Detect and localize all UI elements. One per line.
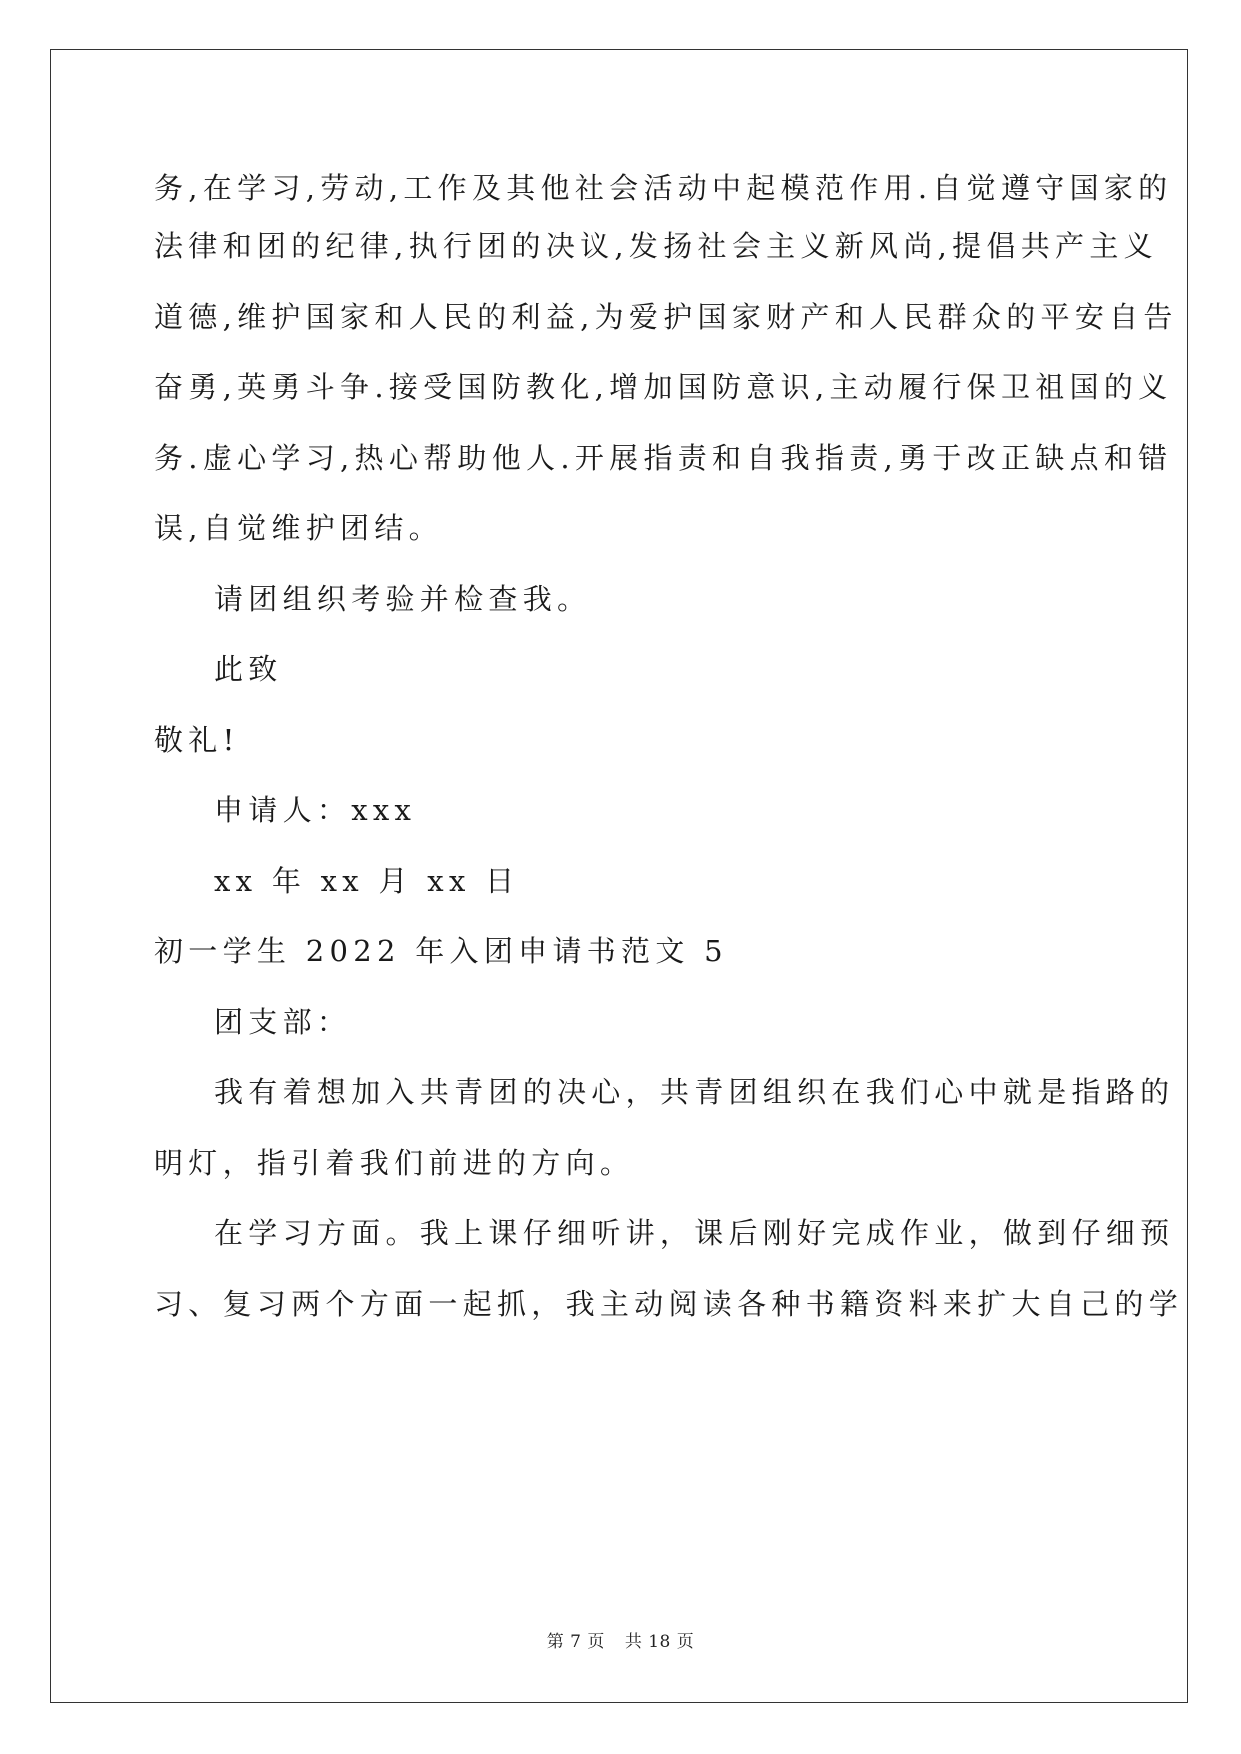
body-text-line: 务,在学习,劳动,工作及其他社会活动中起模范作用.自觉遵守国家的 xyxy=(154,171,1173,205)
body-text-line: 法律和团的纪律,执行团的决议,发扬社会主义新风尚,提倡共产主义 xyxy=(154,229,1158,263)
body-text-line: 道德,维护国家和人民的利益,为爱护国家财产和人民群众的平安自告 xyxy=(154,300,1178,334)
letter-recipient: 团支部： xyxy=(214,1005,352,1039)
closing-regards: 敬礼! xyxy=(154,723,240,757)
body-text-line: 在学习方面。我上课仔细听讲，课后刚好完成作业，做到仔细预 xyxy=(214,1216,1175,1250)
closing-salutation: 此致 xyxy=(214,652,283,686)
page-number: 第 7 页 xyxy=(546,1632,605,1652)
signature-date: xx 年 xx 月 xx 日 xyxy=(214,864,520,898)
body-text-line: 我有着想加入共青团的决心，共青团组织在我们心中就是指路的 xyxy=(214,1075,1175,1109)
body-text-line: 习、复习两个方面一起抓，我主动阅读各种书籍资料来扩大自己的学 xyxy=(154,1287,1184,1321)
body-text-line: 务.虚心学习,热心帮助他人.开展指责和自我指责,勇于改正缺点和错 xyxy=(154,441,1173,475)
body-text-line: 误,自觉维护团结。 xyxy=(154,511,443,545)
applicant-signature: 申请人：xxx xyxy=(214,793,417,827)
page-total: 共 18 页 xyxy=(624,1632,695,1652)
body-text-line: 奋勇,英勇斗争.接受国防教化,增加国防意识,主动履行保卫祖国的义 xyxy=(154,370,1173,404)
page-footer xyxy=(0,1630,1241,1654)
body-text-line: 请团组织考验并检查我。 xyxy=(214,582,592,616)
section-heading: 初一学生 2022 年入团申请书范文 5 xyxy=(154,934,728,968)
body-text-line: 明灯，指引着我们前进的方向。 xyxy=(154,1146,635,1180)
